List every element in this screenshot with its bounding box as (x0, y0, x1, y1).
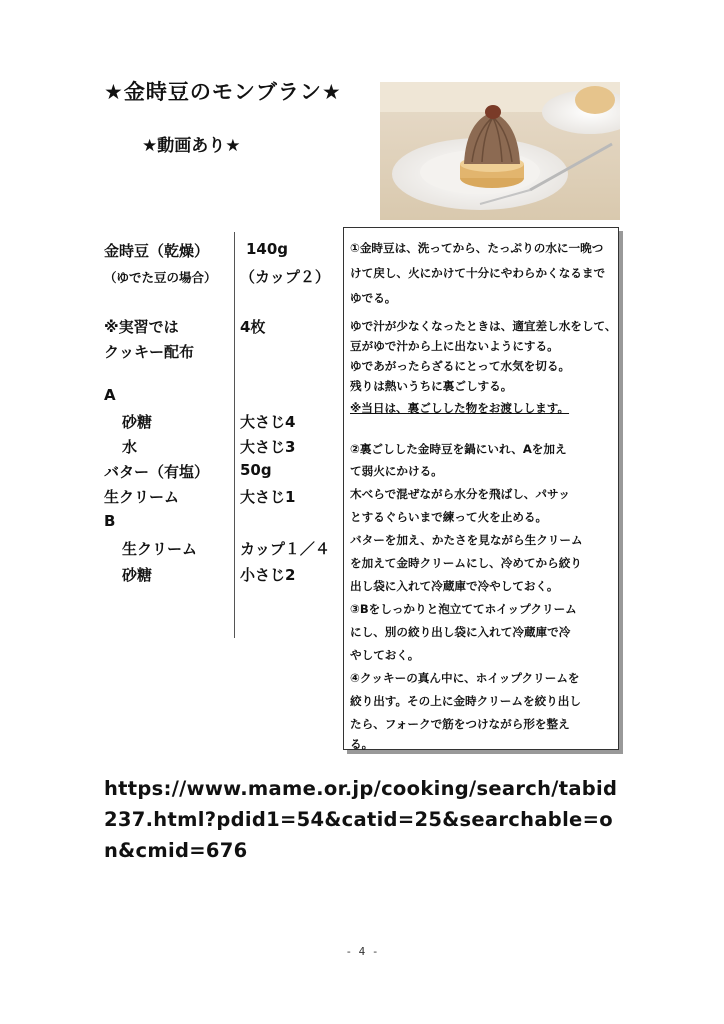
instruction-line: 出し袋に入れて冷蔵庫で冷やしておく。 (350, 579, 559, 593)
ingredient-amount: 小さじ2 (240, 566, 296, 584)
page-number: - 4 - (345, 945, 379, 958)
ingredient-amount: 大さじ4 (240, 413, 296, 431)
ingredient-amount: 大さじ3 (240, 438, 296, 456)
instruction-line: ①金時豆は、洗ってから、たっぷりの水に一晩つ (350, 241, 604, 255)
ingredient-name: 金時豆（乾燥） (104, 242, 210, 260)
ingredient-name: （ゆでた豆の場合） (104, 270, 217, 285)
ingredient-name: 生クリーム (104, 488, 180, 506)
ingredient-name: クッキー配布 (104, 343, 195, 361)
instruction-line: ゆでる。 (350, 291, 397, 305)
instruction-line: 残りは熱いうちに裏ごしする。 (350, 379, 513, 393)
instructions-box (343, 227, 619, 750)
instruction-line: る。 (350, 737, 374, 751)
ingredient-name: 水 (122, 438, 138, 456)
instruction-line: とするぐらいまで練って火を止める。 (350, 510, 548, 524)
ingredient-name: 砂糖 (122, 566, 153, 584)
ingredient-amount: 4枚 (240, 318, 266, 336)
ingredient-name: バター（有塩） (104, 463, 210, 481)
instruction-line: て弱火にかける。 (350, 464, 443, 478)
ingredient-amount: 140g (246, 240, 289, 258)
ingredient-group-label: A (104, 386, 116, 404)
instruction-line: 豆がゆで汁から上に出ないようにする。 (350, 339, 559, 353)
instruction-line: ④クッキーの真ん中に、ホイップクリームを (350, 671, 580, 685)
instruction-line: ③Bをしっかりと泡立ててホイップクリーム (350, 602, 577, 616)
ingredient-amount: 50g (240, 461, 272, 479)
column-divider (234, 232, 235, 638)
instruction-line: やしておく。 (350, 648, 420, 662)
ingredient-name: ※実習では (104, 318, 179, 336)
instruction-line: ゆであがったらざるにとって水気を切る。 (350, 359, 571, 373)
instruction-line: 木べらで混ぜながら水分を飛ばし、パサッ (350, 487, 570, 501)
instruction-line: 絞り出す。その上に金時クリームを絞り出し (350, 694, 581, 708)
ingredient-amount: 大さじ1 (240, 488, 296, 506)
instruction-line: けて戻し、火にかけて十分にやわらかくなるまで (350, 266, 606, 280)
ingredient-name: 生クリーム (122, 540, 198, 558)
instruction-line: を加えて金時クリームにし、冷めてから絞り (350, 556, 582, 570)
ingredient-amount: カップ１／４ (240, 540, 330, 558)
ingredient-amount: （カップ２） (240, 268, 330, 286)
instruction-line: にし、別の絞り出し袋に入れて冷蔵庫で冷 (350, 625, 571, 639)
instruction-line: バターを加え、かたさを見ながら生クリーム (350, 533, 583, 547)
instruction-line: たら、フォークで筋をつけながら形を整え (350, 717, 570, 731)
instruction-line: ②裏ごしした金時豆を鍋にいれ、Aを加え (350, 442, 567, 456)
recipe-title: ★金時豆のモンブラン★ (104, 80, 342, 104)
ingredient-group-label: B (104, 512, 116, 530)
ingredient-name: 砂糖 (122, 413, 153, 431)
instruction-line: ゆで汁が少なくなったときは、適宜差し水をして、 (350, 319, 617, 333)
video-note: ★動画あり★ (142, 136, 241, 156)
dessert-photo (380, 82, 620, 220)
source-url[interactable]: https://www.mame.or.jp/cooking/search/tabid237.html?pdid1=54&catid=25&searchable=on&cmid=676 (104, 777, 618, 862)
instruction-note: ※当日は、裏ごしした物をお渡しします。 (350, 401, 570, 415)
